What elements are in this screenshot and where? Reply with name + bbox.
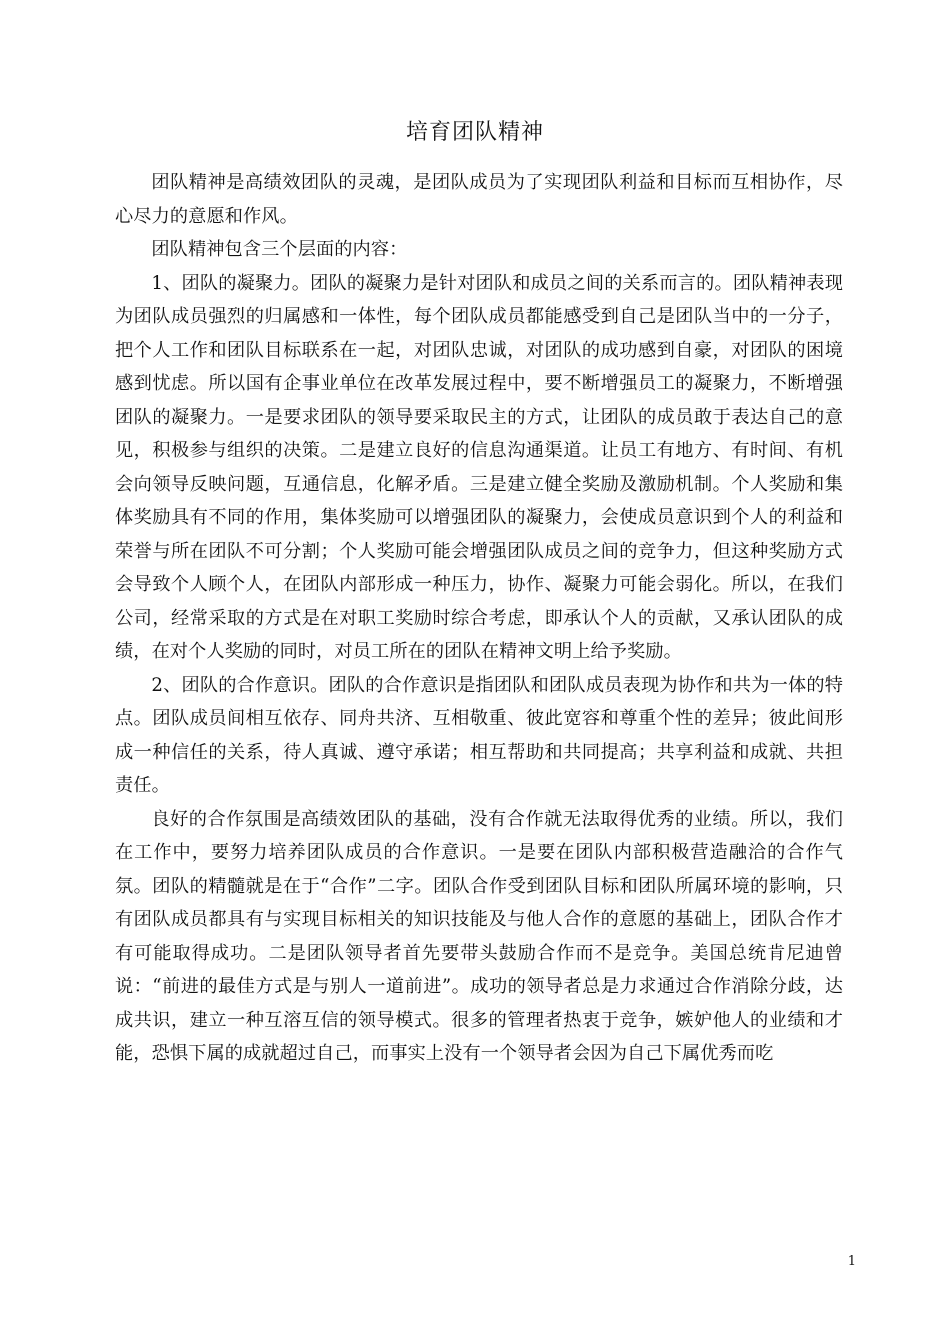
page-number: 1	[847, 1254, 856, 1269]
paragraph-intro: 团队精神是高绩效团队的灵魂，是团队成员为了实现团队利益和目标而互相协作，尽心尽力的意愿和作风。	[115, 172, 843, 227]
paragraph-cooperation: 2、团队的合作意识。团队的合作意识是指团队和团队成员表现为协作和共为一体的特点。团队成员间相互依存、同舟共济、互相敬重、彼此宽容和尊重个性的差异；彼此间形成一种信任的关系，待人真诚、遵守承诺；相互帮助和共同提高；共享利益和成就、共担责任。	[115, 674, 843, 796]
document-title: 培育团队精神	[405, 120, 544, 145]
document-body	[115, 166, 843, 1071]
paragraph-levels-heading: 团队精神包含三个层面的内容：	[151, 239, 408, 260]
paragraph-atmosphere: 良好的合作氛围是高绩效团队的基础，没有合作就无法取得优秀的业绩。所以，我们在工作中，要努力培养团队成员的合作意识。一是要在团队内部积极营造融洽的合作气氛。团队的精髓就是在于“合作”二字。团队合作受到团队目标和团队所属环境的影响，只有团队成员都具有与实现目标相关的知识技能及与他人合作的意愿的基础上，团队合作才有可能取得成功。二是团队领导者首先要带头鼓励合作而不是竞争。美国总统肯尼迪曾说：“前进的最佳方式是与别人一道前进”。成功的领导者总是力求通过合作消除分歧，达成共识，建立一种互溶互信的领导模式。很多的管理者热衷于竞争，嫉妒他人的业绩和才能，恐惧下属的成就超过自己，而事实上没有一个领导者会因为自己下属优秀而吃	[115, 808, 843, 1064]
paragraph-cohesion: 1、团队的凝聚力。团队的凝聚力是针对团队和成员之间的关系而言的。团队精神表现为团队成员强烈的归属感和一体性，每个团队成员都能感受到自己是团队当中的一分子，把个人工作和团队目标联系在一起，对团队忠诚，对团队的成功感到自豪，对团队的困境感到忧虑。所以国有企事业单位在改革发展过程中，要不断增强员工的凝聚力，不断增强团队的凝聚力。一是要求团队的领导要采取民主的方式，让团队的成员敢于表达自己的意见，积极参与组织的决策。二是建立良好的信息沟通渠道。让员工有地方、有时间、有机会向领导反映问题，互通信息，化解矛盾。三是建立健全奖励及激励机制。个人奖励和集体奖励具有不同的作用，集体奖励可以增强团队的凝聚力，会使成员意识到个人的利益和荣誉与所在团队不可分割；个人奖励可能会增强团队成员之间的竞争力，但这种奖励方式会导致个人顾个人，在团队内部形成一种压力，协作、凝聚力可能会弱化。所以，在我们公司，经常采取的方式是在对职工奖励时综合考虑，即承认个人的贡献，又承认团队的成绩，在对个人奖励的同时，对员工所在的团队在精神文明上给予奖励。	[115, 272, 843, 662]
